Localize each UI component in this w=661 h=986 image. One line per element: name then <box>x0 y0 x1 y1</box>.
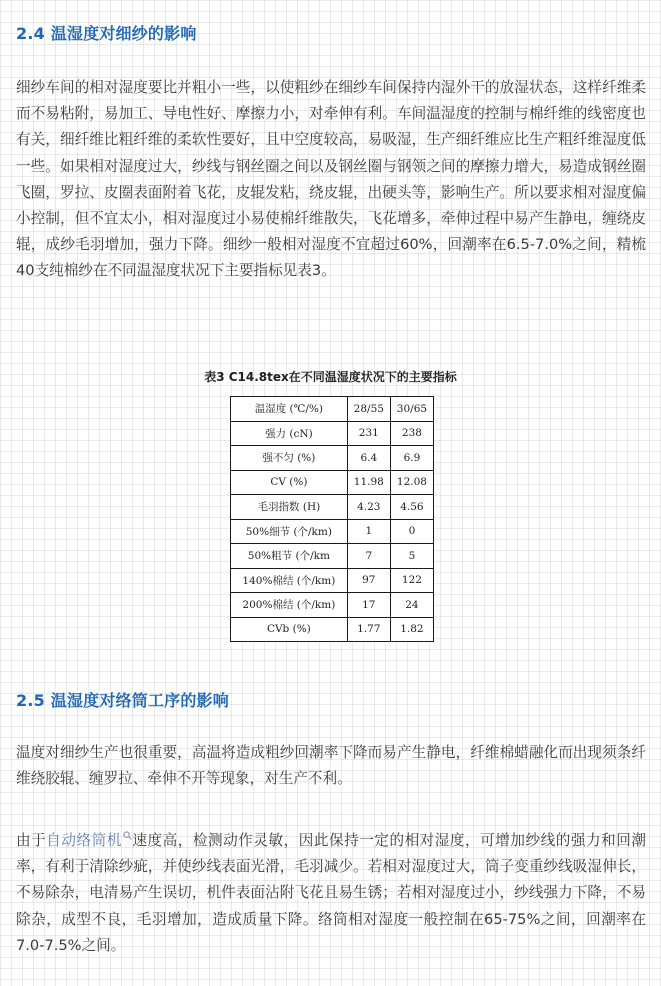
row-label: 140%棉结 (个/km) <box>231 568 348 593</box>
table-row <box>231 421 434 446</box>
value-28-55: 28/55 <box>347 397 390 422</box>
value-30-65: 1.82 <box>390 617 433 642</box>
value-28-55: 6.4 <box>347 446 390 471</box>
paragraph-prefix: 由于 <box>16 832 47 849</box>
value-30-65: 4.56 <box>390 495 433 520</box>
section-2-5-paragraph-2 <box>16 828 646 959</box>
table-row <box>231 470 434 495</box>
search-icon <box>123 831 132 840</box>
value-28-55: 4.23 <box>347 495 390 520</box>
row-label: 强不匀 (%) <box>231 446 348 471</box>
row-label: 强力 (cN) <box>231 421 348 446</box>
paragraph-rest: 速度高，检测动作灵敏，因此保持一定的相对湿度，可增加纱线的强力和回潮率，有利于清除纱疵，并使纱线表面光滑，毛羽减少。若相对湿度过大，筒子变重纱线吸湿伸长，不易除杂，电清易产生误切，机件表面沾附飞花且易生锈；若相对湿度过小，纱线强力下降，不易除杂，成型不良，毛羽增加，造成质量下降。络筒相对湿度一般控制在65-75%之间，回潮率在7.0-7.5%之间。 <box>16 832 646 954</box>
value-30-65: 12.08 <box>390 470 433 495</box>
value-30-65: 6.9 <box>390 446 433 471</box>
table-row <box>231 593 434 618</box>
table-row <box>231 544 434 569</box>
row-label: CV (%) <box>231 470 348 495</box>
value-30-65: 5 <box>390 544 433 569</box>
value-28-55: 1 <box>347 519 390 544</box>
auto-winder-link-text[interactable]: 自动络筒机 <box>46 832 122 849</box>
data-table <box>230 396 434 642</box>
value-30-65: 0 <box>390 519 433 544</box>
table-row <box>231 495 434 520</box>
table-row <box>231 446 434 471</box>
table-caption: 表3 C14.8tex在不同温湿度状况下的主要指标 <box>204 370 457 384</box>
value-28-55: 1.77 <box>347 617 390 642</box>
auto-winder-link[interactable] <box>46 832 132 849</box>
value-28-55: 97 <box>347 568 390 593</box>
table-row <box>231 519 434 544</box>
value-30-65: 122 <box>390 568 433 593</box>
row-label: 毛羽指数 (H) <box>231 495 348 520</box>
section-heading-2-5: 2.5 温湿度对络筒工序的影响 <box>16 691 229 710</box>
table-row <box>231 568 434 593</box>
value-28-55: 231 <box>347 421 390 446</box>
row-label: 50%粗节 (个/km <box>231 544 348 569</box>
table-row <box>231 397 434 422</box>
value-30-65: 238 <box>390 421 433 446</box>
section-2-5-paragraph-1: 温度对细纱生产也很重要，高温将造成粗纱回潮率下降而易产生静电，纤维棉蜡融化而出现须条纤维绕胶辊、缠罗拉、牵伸不开等现象，对生产不利。 <box>16 744 646 788</box>
row-label: 50%细节 (个/km) <box>231 519 348 544</box>
row-label: 200%棉结 (个/km) <box>231 593 348 618</box>
value-28-55: 17 <box>347 593 390 618</box>
table-row <box>231 617 434 642</box>
row-label: 温湿度 (℃/%) <box>231 397 348 422</box>
value-30-65: 30/65 <box>390 397 433 422</box>
section-2-4-body: 细纱车间的相对湿度要比并粗小一些，以使粗纱在细纱车间保持内湿外干的放湿状态，这样纤维柔而不易粘附，易加工、导电性好、摩擦力小，对牵伸有利。车间温湿度的控制与棉纤维的线密度也有关，细纤维比粗纤维的柔软性要好，且中空度较高，易吸湿，生产细纤维应比生产粗纤维湿度低一些。如果相对湿度过大，纱线与钢丝圈之间以及钢丝圈与钢领之间的摩擦力增大，易造成钢丝圈飞圈，罗拉、皮圈表面附着飞花，皮辊发粘，绕皮辊，出硬头等，影响生产。所以要求相对湿度偏小控制，但不宜太小，相对湿度过小易使棉纤维散失，飞花增多，牵伸过程中易产生静电，缠绕皮辊，成纱毛羽增加，强力下降。细纱一般相对湿度不宜超过60%，回潮率在6.5-7.0%之间，精梳40支纯棉纱在不同温湿度状况下主要指标见表3。 <box>16 79 646 280</box>
section-heading-2-4: 2.4 温湿度对细纱的影响 <box>16 24 197 43</box>
value-28-55: 11.98 <box>347 470 390 495</box>
value-28-55: 7 <box>347 544 390 569</box>
value-30-65: 24 <box>390 593 433 618</box>
row-label: CVb (%) <box>231 617 348 642</box>
